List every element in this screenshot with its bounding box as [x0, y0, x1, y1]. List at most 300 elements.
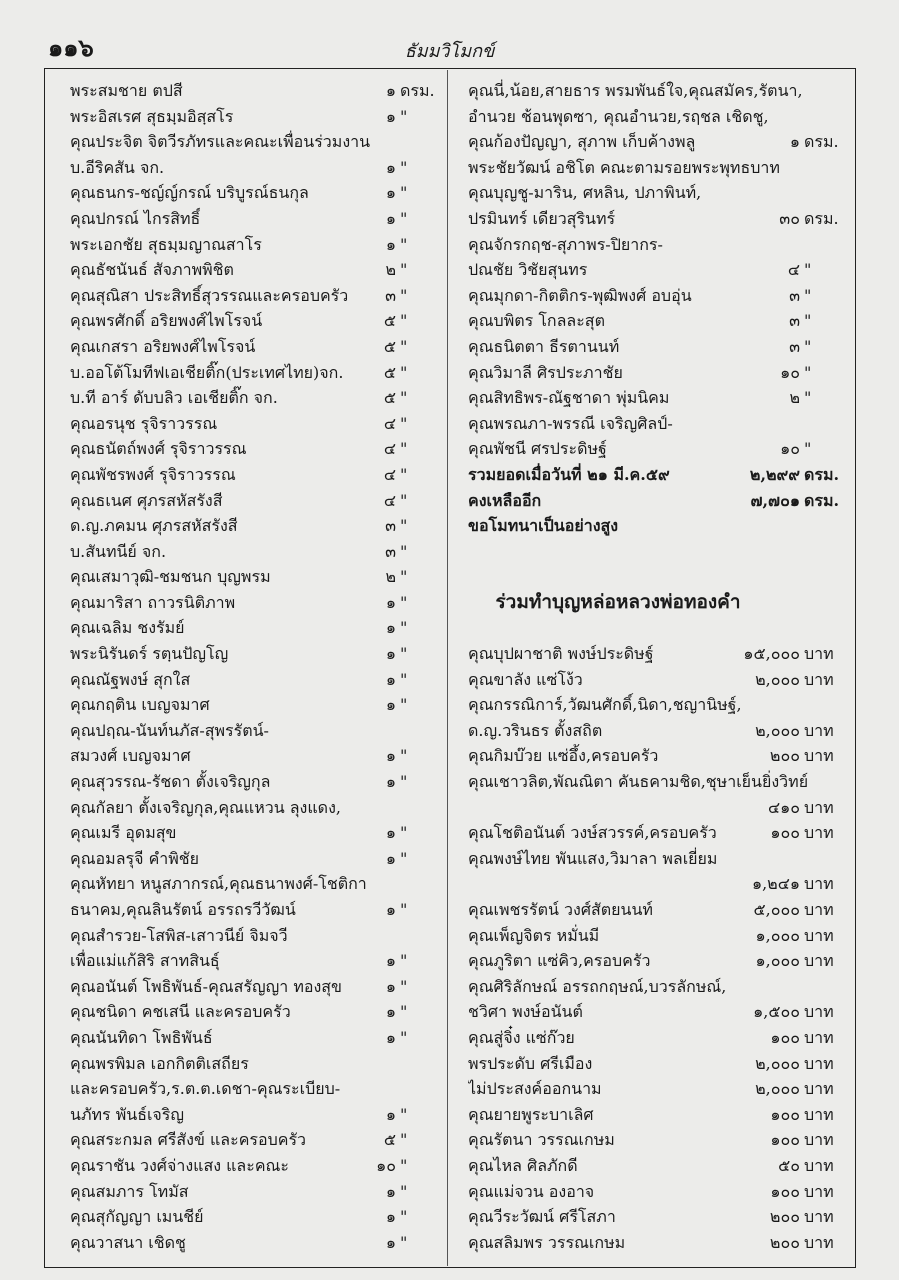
donor-name: คุณสิทธิพร-ณัฐชาดา พุ่มนิคม — [468, 388, 670, 408]
donation-amount: ๕ — [383, 1130, 396, 1150]
donor-name: คุณแม่จวน องอาจ — [468, 1181, 595, 1201]
donor-entry — [468, 1102, 850, 1128]
donor-entry — [468, 1127, 850, 1153]
donation-unit: " — [400, 848, 408, 868]
donor-entry — [70, 1102, 442, 1128]
donor-name: ปณชัย วิชัยสุนทร — [468, 260, 588, 280]
donation-unit: " — [400, 618, 408, 638]
donor-entry — [70, 1179, 442, 1205]
donation-amount: ๑๕,๐๐๐ — [743, 644, 800, 664]
donation-unit: บาท — [804, 669, 834, 689]
donor-name: คุณธนิตตา ธีรตานนท์ — [468, 336, 620, 356]
donor-entry — [468, 743, 850, 769]
donation-unit: บาท — [804, 644, 834, 664]
donor-entry — [70, 1076, 442, 1102]
donor-entry — [468, 692, 850, 718]
donor-entry — [468, 948, 850, 974]
donor-name: คุณเพ็ญจิตร หมั่นมี — [468, 925, 600, 945]
donor-entry — [70, 232, 442, 258]
donor-entry — [468, 718, 850, 744]
donation-amount: ๑ — [385, 772, 396, 792]
donation-amount: ๒,๐๐๐ — [755, 1079, 800, 1099]
donor-name: คุณหัทยา หนูสภากรณ์,คุณธนาพงศ์-โชติกา — [70, 874, 367, 894]
donation-unit: " — [400, 1104, 408, 1124]
donation-amount: ๕๐ — [778, 1155, 800, 1175]
donation-amount: ๒๐๐ — [769, 1232, 800, 1252]
donor-entry — [70, 334, 442, 360]
donor-name: พระสมชาย ตปสี — [70, 81, 183, 100]
donation-unit: " — [804, 439, 812, 459]
donor-name: คุณไหล ศิลภักดี — [468, 1155, 578, 1175]
donation-amount: ๑ — [385, 951, 396, 971]
donation-unit: " — [400, 362, 408, 382]
donation-amount: ๑๐๐ — [770, 1130, 800, 1150]
donor-entry — [468, 257, 850, 283]
donation-amount: ๑๐๐ — [770, 823, 800, 843]
donation-unit: บาท — [804, 1053, 834, 1073]
donation-amount: ๔ — [383, 464, 396, 484]
donation-unit: " — [400, 413, 408, 433]
donor-entry — [70, 974, 442, 1000]
donor-entry — [70, 308, 442, 334]
donation-unit: " — [400, 234, 408, 254]
donor-name: คุณพรพิมล เอกกิตติเสถียร — [70, 1053, 249, 1073]
donation-amount: ๓๐ — [779, 208, 800, 228]
donor-name: คุณโชติอนันต์ วงษ์สวรรค์,ครอบครัว — [468, 823, 717, 843]
donor-name: คุณวาสนา เชิดชู — [70, 1232, 186, 1252]
column-divider — [447, 70, 448, 1266]
donation-unit: " — [400, 976, 408, 996]
donor-entry — [70, 104, 442, 130]
donation-unit: บาท — [804, 823, 834, 843]
donor-entry — [468, 667, 850, 693]
donor-entry — [468, 1204, 850, 1230]
donation-amount: ๒ — [385, 567, 396, 587]
donation-amount: ๒๐๐ — [769, 746, 800, 766]
donor-entry — [70, 743, 442, 769]
donation-amount: ๑ — [385, 1207, 396, 1227]
donor-entry — [70, 462, 442, 488]
donation-unit: บาท — [804, 1002, 834, 1022]
donation-amount: ๑ — [385, 746, 396, 766]
donor-entry — [468, 1051, 850, 1077]
donor-entry — [70, 488, 442, 514]
donor-name: เพื่อแม่แก้สิริ สาทสินธุ์ — [70, 951, 220, 971]
donor-entry — [70, 283, 442, 309]
donor-name: คุณธเนศ ศุภรสหัสรังสี — [70, 490, 223, 510]
donor-entry — [70, 206, 442, 232]
donor-name: คุณก้องปัญญา, สุภาพ เก็บค้างพลู — [468, 132, 696, 152]
donor-entry — [70, 999, 442, 1025]
donation-amount: ๑ — [385, 644, 396, 664]
donation-amount: ๑ — [385, 592, 396, 612]
donor-name: คุณสำรวย-โสพิส-เสาวนีย์ จิมจวี — [70, 925, 288, 945]
donor-entry — [70, 78, 442, 104]
donation-amount: ๓ — [789, 311, 800, 331]
donation-unit: บาท — [804, 1181, 834, 1201]
donor-entry — [70, 923, 442, 949]
donor-name: คุณพงษ์ไทย พันแสง,วิมาลา พลเยี่ยม — [468, 848, 718, 868]
donor-name: คุณนี่,น้อย,สายธาร พรมพันธ์ใจ,คุณสมัคร,รัตนา, — [468, 81, 803, 100]
donor-entry — [70, 257, 442, 283]
donation-amount: ๔ — [383, 439, 396, 459]
donation-unit: " — [400, 285, 408, 305]
donor-name: คุณจักรกฤช-สุภาพร-ปิยากร- — [468, 234, 663, 254]
donation-unit: " — [400, 1181, 408, 1201]
donor-name: คุณปฤณ-นันท์นภัส-สุพรรัตน์- — [70, 720, 269, 740]
donor-name: คุณศิริลักษณ์ อรรถกฤษณ์,บวรลักษณ์, — [468, 976, 727, 996]
donor-entry — [468, 104, 850, 130]
donor-name: คุณสระกมล ศรีสังข์ และครอบครัว — [70, 1130, 307, 1150]
donor-entry — [468, 871, 850, 897]
donor-name: คุณธนกร-ชญ์ญ์กรณ์ บริบูรณ์ธนกุล — [70, 183, 309, 203]
donation-amount: ๑ — [385, 695, 396, 715]
donor-entry — [70, 615, 442, 641]
donation-unit: " — [400, 1027, 408, 1047]
donor-name: คุณสลิมพร วรรณเกษม — [468, 1232, 626, 1252]
donation-unit: " — [400, 439, 408, 459]
donor-entry — [468, 360, 850, 386]
donation-amount: ๒ — [789, 388, 800, 408]
donor-entry — [468, 641, 850, 667]
donor-name: คุณยายพูระบาเลิศ — [468, 1104, 594, 1124]
donation-amount: ๑๐ — [780, 439, 800, 459]
donor-entry — [70, 155, 442, 181]
donor-entry — [70, 641, 442, 667]
donor-entry — [70, 692, 442, 718]
donor-entry — [468, 232, 850, 258]
donor-entry — [468, 769, 850, 795]
donor-name: ด.ญ.ภคมน ศุภรสหัสรังสี — [70, 516, 238, 536]
donation-unit: บาท — [804, 746, 834, 766]
donation-unit: " — [400, 106, 408, 126]
donation-unit: " — [804, 362, 812, 382]
donation-amount: ๗,๗๐๑ — [750, 490, 800, 510]
donation-unit: บาท — [804, 900, 834, 919]
donation-amount: ๑๐๐ — [770, 1104, 800, 1124]
donation-amount: ๑ — [385, 976, 396, 996]
donation-amount: ๑ — [385, 1104, 396, 1124]
donor-name: และครอบครัว,ร.ต.ต.เดชา-คุณระเบียบ- — [70, 1079, 341, 1099]
donor-entry — [70, 1025, 442, 1051]
donation-unit: " — [400, 157, 408, 177]
donation-unit: ดรม. — [804, 132, 839, 152]
donation-amount: ๑ — [385, 1181, 396, 1201]
donation-amount: ๓ — [385, 285, 396, 305]
donation-unit: บาท — [804, 720, 834, 740]
donation-amount: ๑๐๐ — [770, 1181, 800, 1201]
donation-amount: ๒ — [385, 260, 396, 280]
donor-name: คุณชนิดา คชเสนี และครอบครัว — [70, 1002, 291, 1022]
donor-entry — [70, 897, 442, 923]
donor-name: บ.อีริคสัน จก. — [70, 157, 165, 177]
donation-unit: บาท — [804, 1155, 834, 1175]
page-number: ๑๑๖ — [48, 33, 94, 62]
donor-name: คุณบพิตร โกลละสุต — [468, 311, 605, 331]
donation-amount: ๓ — [789, 336, 800, 356]
donation-unit: " — [400, 260, 408, 280]
donor-entry — [468, 308, 850, 334]
donor-name: คุณธัชนันธ์ สัจภาพพิชิต — [70, 260, 234, 280]
donor-entry — [70, 795, 442, 821]
donation-unit: บาท — [804, 1079, 834, 1099]
donor-name: คุณราชัน วงศ์จ่างแสง และคณะ — [70, 1155, 289, 1175]
donation-amount: ๓ — [385, 541, 396, 561]
donation-amount: ๑,๒๔๑ — [751, 874, 800, 894]
donor-name: อำนวย ช้อนพุดซา, คุณอำนวย,รฤชล เชิดชู, — [468, 106, 769, 126]
donor-name: คุณพรศักดิ์ อริยพงศ์ไพโรจน์ — [70, 311, 263, 331]
donor-name: คุณวิมาลี ศิรประภาชัย — [468, 362, 623, 382]
donor-name: คุณสู่จิ๋ง แซ่ก๊วย — [468, 1027, 575, 1047]
donor-name: คุณมาริสา ถาวรนิติภาพ — [70, 592, 236, 612]
donor-name: คุณพรณภา-พรรณี เจริญศิลป์- — [468, 413, 673, 433]
donation-unit: " — [400, 644, 408, 664]
donor-entry — [468, 129, 850, 155]
donation-amount: ๓ — [385, 516, 396, 536]
donor-entry — [70, 180, 442, 206]
donor-name: คุณกฤติน เบญจมาศ — [70, 695, 210, 715]
donor-name: คุณธนัตถ์พงศ์ รุจิราวรรณ — [70, 439, 247, 459]
donation-amount: ๕ — [383, 388, 396, 408]
donor-name: คุณเสมาวุฒิ-ชมชนก บุญพรม — [70, 567, 271, 587]
donation-unit: " — [400, 336, 408, 356]
donation-unit: " — [400, 183, 408, 203]
donor-name: ธนาคม,คุณลินรัตน์ อรรถรวีวัฒน์ — [70, 900, 296, 919]
donation-unit: " — [804, 285, 812, 305]
donation-unit: บาท — [804, 951, 834, 971]
donor-name: คุณบุญชู-มาริน, ศหลิน, ปภาพินท์, — [468, 183, 702, 203]
donation-unit: " — [400, 746, 408, 766]
donor-entry — [70, 385, 442, 411]
donation-unit: บาท — [804, 925, 834, 945]
donor-name: พระอิสเรศ สุธมฺมอิสฺสโร — [70, 106, 234, 126]
donor-entry — [468, 1153, 850, 1179]
donor-name: บ.ออโต้โมทีฟเอเชียติ๊ก(ประเทศไทย)จก. — [70, 362, 344, 382]
blank-line — [468, 539, 850, 565]
donor-name: ไม่ประสงค์ออกนาม — [468, 1079, 602, 1099]
donor-entry — [468, 180, 850, 206]
donation-unit: " — [804, 388, 812, 408]
donation-amount: ๑ — [385, 823, 396, 843]
donor-entry — [70, 590, 442, 616]
donation-amount: ๑ — [385, 848, 396, 868]
donor-entry — [70, 1051, 442, 1077]
donor-entry — [70, 718, 442, 744]
donation-unit: " — [400, 772, 408, 792]
donation-amount: ๑๐๐ — [770, 1027, 800, 1047]
donation-amount: ๒,๐๐๐ — [755, 1053, 800, 1073]
donor-name: ด.ญ.วรินธร ตั้งสถิต — [468, 720, 603, 740]
donation-amount: ๑ — [385, 157, 396, 177]
donor-list-right-column — [468, 78, 850, 1255]
donor-entry — [70, 667, 442, 693]
donor-name: พระนิรันดร์ รตฺนปัญโญ — [70, 644, 229, 664]
donor-entry — [70, 539, 442, 565]
donor-name: คุณเกสรา อริยพงศ์ไพโรจน์ — [70, 336, 256, 356]
donor-entry — [468, 155, 850, 181]
donor-name: บ.ที อาร์ ดับบลิว เอเชียติ๊ก จก. — [70, 388, 278, 408]
donor-entry — [468, 1025, 850, 1051]
donation-unit: บาท — [804, 797, 834, 817]
donor-entry — [468, 334, 850, 360]
donation-unit: " — [400, 669, 408, 689]
donation-amount: ๑,๐๐๐ — [755, 951, 800, 971]
donor-name: คุณกัลยา ตั้งเจริญกุล,คุณแหวน ลุงแดง, — [70, 797, 341, 817]
donor-name: บ.สันทนีย์ จก. — [70, 541, 167, 561]
donor-name: นภัทร พันธ์เจริญ — [70, 1104, 185, 1124]
donor-list-left-column — [70, 78, 442, 1255]
donation-amount: ๔๑๐ — [767, 797, 800, 817]
donation-unit: " — [804, 336, 812, 356]
donor-name: คุณอรนุช รุจิราวรรณ — [70, 413, 218, 433]
donor-entry — [468, 488, 850, 514]
donation-unit: บาท — [804, 1104, 834, 1124]
donor-entry — [468, 1179, 850, 1205]
donor-name: คุณอนันต์ โพธิพันธ์-คุณสรัญญา ทองสุข — [70, 976, 342, 996]
donor-name: สมวงศ์ เบญจมาศ — [70, 746, 191, 766]
donation-unit: " — [804, 311, 812, 331]
donor-name: คุณกรรณิการ์,วัฒนศักดิ์,นิดา,ชญานิษฐ์, — [468, 695, 742, 715]
donation-amount: ๑ — [385, 1232, 396, 1252]
donation-amount: ๑ — [385, 208, 396, 228]
donor-entry — [468, 846, 850, 872]
donor-name: คุณสุวรรณ-รัชดา ตั้งเจริญกุล — [70, 772, 271, 792]
donor-name: คงเหลืออีก — [468, 490, 542, 510]
donor-name: คุณพัชรพงศ์ รุจิราวรรณ — [70, 464, 236, 484]
donation-unit: " — [400, 900, 408, 919]
donation-amount: ๒,๐๐๐ — [755, 720, 800, 740]
donor-name: คุณปกรณ์ ไกรสิทธิ์ — [70, 208, 201, 228]
donor-entry — [70, 1153, 442, 1179]
donation-unit: " — [400, 1002, 408, 1022]
donor-entry — [70, 129, 442, 155]
donor-entry — [70, 948, 442, 974]
donation-unit: ดรม. — [804, 464, 840, 484]
donation-amount: ๑ — [385, 1002, 396, 1022]
donor-entry — [468, 385, 850, 411]
donation-unit: " — [400, 388, 408, 408]
donation-unit: " — [400, 592, 408, 612]
running-header: ธัมมวิโมกข์ — [404, 41, 495, 62]
donor-entry — [70, 1204, 442, 1230]
donation-amount: ๕,๐๐๐ — [753, 900, 800, 919]
donation-amount: ๑ — [385, 900, 396, 919]
donor-entry — [468, 974, 850, 1000]
donation-amount: ๔ — [383, 413, 396, 433]
donation-amount: ๒,๐๐๐ — [755, 669, 800, 689]
donation-amount: ๑ — [385, 106, 396, 126]
donor-name: พระเอกชัย สุธมฺมญาณสาโร — [70, 234, 262, 254]
donation-unit: " — [400, 695, 408, 715]
donation-unit: บาท — [804, 1027, 834, 1047]
donor-name: ปรมินทร์ เดียวสุรินทร์ — [468, 208, 616, 228]
donation-amount: ๑ — [385, 234, 396, 254]
donor-name: รวมยอดเมื่อวันที่ ๒๑ มี.ค.๕๙ — [468, 464, 670, 484]
donation-amount: ๑๐ — [376, 1155, 396, 1175]
donation-amount: ๑๐ — [780, 362, 800, 382]
donation-amount: ๑,๐๐๐ — [755, 925, 800, 945]
donor-name: คุณเฉลิม ชงรัมย์ — [70, 618, 185, 638]
donor-entry — [70, 1230, 442, 1256]
donation-unit: " — [400, 1130, 408, 1150]
donor-name: คุณมุกดา-กิตติกร-พุฒิพงศ์ อบอุ่น — [468, 285, 692, 305]
donor-name: คุณเชาวลิต,พัณณิตา คันธคามชิด,ชุษาเย็นยิ่งวิทย์ — [468, 772, 809, 792]
donor-entry — [70, 411, 442, 437]
donation-amount: ๔ — [383, 490, 396, 510]
donation-unit: " — [400, 541, 408, 561]
section-heading — [468, 590, 850, 616]
donation-unit: " — [400, 208, 408, 228]
donor-name: พระชัยวัฒน์ อชิโต คณะตามรอยพระพุทธบาท — [468, 157, 780, 177]
donor-name: คุณนันทิดา โพธิพันธ์ — [70, 1027, 213, 1047]
donation-amount: ๑ — [385, 618, 396, 638]
donor-entry — [70, 1127, 442, 1153]
donation-unit: " — [400, 490, 408, 510]
donation-amount: ๓ — [789, 285, 800, 305]
donor-name: คุณวีระวัฒน์ ศรีโสภา — [468, 1207, 616, 1227]
donation-amount: ๑,๕๐๐ — [753, 1002, 800, 1022]
donor-name: คุณเพชรรัตน์ วงศ์สัตยนนท์ — [468, 900, 653, 919]
donation-unit: ดรม. — [400, 81, 435, 100]
donor-entry — [468, 795, 850, 821]
donor-entry — [468, 436, 850, 462]
donation-unit: " — [400, 1232, 408, 1252]
donor-entry — [70, 846, 442, 872]
donation-unit: " — [400, 1207, 408, 1227]
donor-entry — [70, 564, 442, 590]
donor-name: คุณประจิต จิตวีรภัทรและคณะเพื่อนร่วมงาน — [70, 132, 370, 152]
donor-name: คุณกิมบ๊วย แซ่อึ้ง,ครอบครัว — [468, 746, 659, 766]
donation-unit: " — [400, 464, 408, 484]
donor-name: คุณสุณิสา ประสิทธิ์สุวรรณและครอบครัว — [70, 285, 349, 305]
donor-entry — [468, 206, 850, 232]
donor-name: คุณสมภาร โทมัส — [70, 1181, 189, 1201]
donor-entry — [468, 462, 850, 488]
donation-unit: บาท — [804, 1232, 834, 1252]
donation-unit: ดรม. — [804, 490, 840, 510]
donor-entry — [70, 360, 442, 386]
donation-amount: ๔ — [787, 260, 800, 280]
donor-entry — [468, 923, 850, 949]
donation-unit: ดรม. — [804, 208, 839, 228]
donation-unit: " — [400, 951, 408, 971]
donor-entry — [468, 1230, 850, 1256]
donation-unit: " — [400, 1155, 408, 1175]
donation-unit: " — [400, 516, 408, 536]
donation-unit: " — [400, 311, 408, 331]
donation-amount: ๑ — [385, 669, 396, 689]
donation-amount: ๑ — [385, 183, 396, 203]
donor-name: คุณบุปผาชาติ พงษ์ประดิษฐ์ — [468, 644, 654, 664]
donor-name: คุณพัชนี ศรประดิษฐ์ — [468, 439, 607, 459]
donor-entry — [468, 1076, 850, 1102]
donation-amount: ๕ — [383, 311, 396, 331]
donor-entry — [70, 436, 442, 462]
donor-entry — [468, 283, 850, 309]
donation-amount: ๕ — [383, 362, 396, 382]
donor-entry — [468, 820, 850, 846]
donation-unit: " — [400, 567, 408, 587]
blank-line — [468, 615, 850, 641]
donation-amount: ๕ — [383, 336, 396, 356]
donor-name: ขอโมทนาเป็นอย่างสูง — [468, 516, 619, 536]
donor-name: คุณณัฐพงษ์ สุกใส — [70, 669, 191, 689]
donor-name: ชวิศา พงษ์อนันต์ — [468, 1002, 583, 1022]
donor-entry — [468, 513, 850, 539]
donor-entry — [70, 820, 442, 846]
donor-name: คุณขาลัง แซ่โง้ว — [468, 669, 583, 689]
donor-name: คุณสุกัญญา เมนชีย์ — [70, 1207, 204, 1227]
